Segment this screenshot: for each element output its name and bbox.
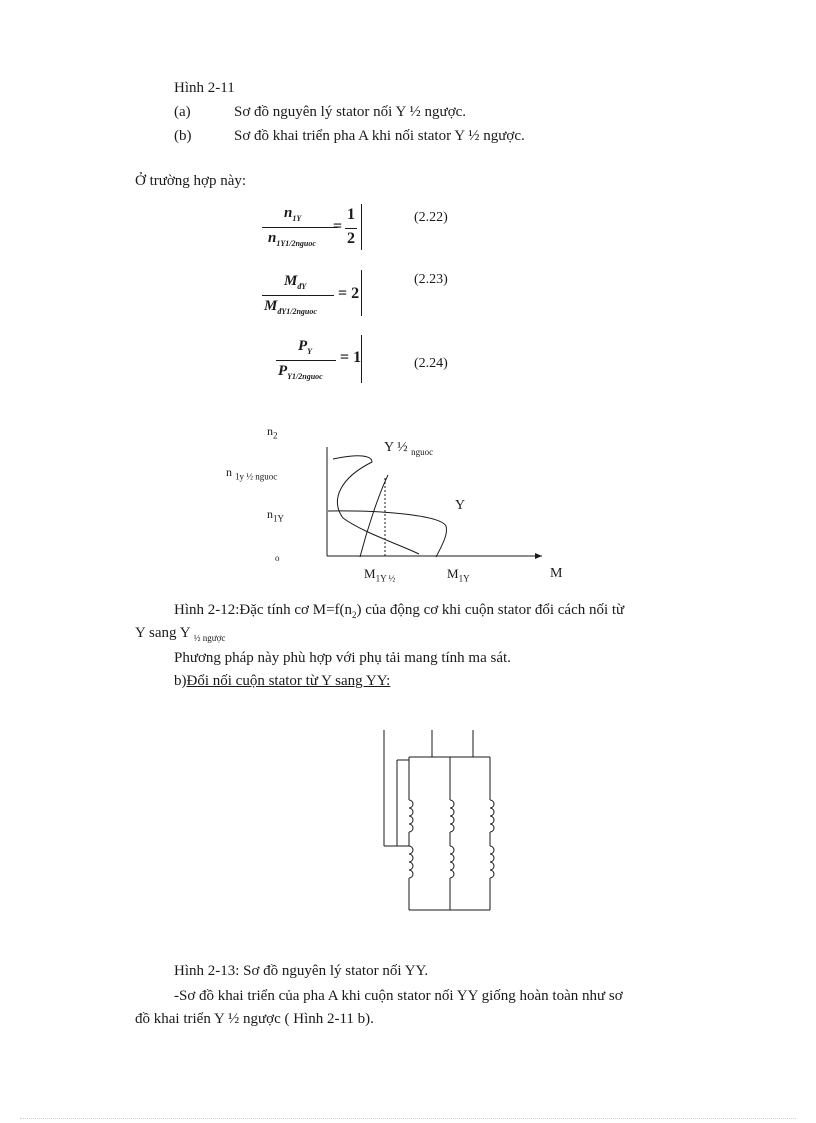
m1y-half-label: $M_{1Y \frac{1}{2}}$ [364, 566, 396, 584]
page-footer-divider [20, 1118, 796, 1119]
eq24-denominator: $P_{Y1/2nguoc}$ [278, 363, 323, 381]
winding-coil [450, 800, 454, 832]
winding-coil [409, 846, 413, 878]
figure-caption-2-12: Hình 2-12:Đặc tính cơ $M=f(n_2)$ của động cơ khi cuộn stator đổi cách nối từ [174, 602, 625, 620]
eq23-numerator: $M_{đY}$ [284, 273, 307, 291]
caption-item-b-text: Sơ đồ khai triển pha A khi nối stator Y ½ ngược. [234, 128, 525, 144]
eq22-denominator: $n_{1Y1/2nguoc}$ [268, 230, 316, 248]
m1y-label: $M_{1Y}$ [447, 566, 470, 584]
winding-coil [409, 800, 413, 832]
intro-text: Ở trường hợp này: [135, 173, 247, 189]
figure-caption-2-13: Hình 2-13: Sơ đồ nguyên lý stator nối YY. [174, 963, 429, 979]
figure-caption-2-11: Hình 2-11 [174, 80, 235, 96]
eq22-rhs-top: 1 [347, 206, 355, 223]
y-axis-label: $n_2$ [267, 424, 278, 441]
eq23-denominator: $M_{đY1/2nguoc}$ [264, 298, 317, 316]
section-b-heading: b)Đổi nối cuộn stator từ Y sang YY: [174, 673, 391, 689]
curve-y-label: Y [455, 498, 466, 513]
eq22-label: (2.22) [414, 210, 448, 225]
winding-coil [490, 800, 494, 832]
eq24-label: (2.24) [414, 356, 448, 371]
eq24-rhs: = 1 [340, 349, 362, 366]
paragraph-final-line-2: đồ khai triển Y ½ ngược ( Hình 2-11 b). [135, 1011, 374, 1027]
eq22-rhs-bottom: 2 [347, 230, 355, 247]
winding-coil [450, 846, 454, 878]
n1y-label: $n_{1Y}$ [267, 507, 284, 524]
caption-item-a-mark: (a) [174, 104, 191, 120]
caption-item-a-text: Sơ đồ nguyên lý stator nối Y ½ ngược. [234, 104, 467, 120]
origin-label: o [275, 553, 280, 563]
eq23-rhs: = 2 [338, 285, 360, 302]
winding-coil [490, 846, 494, 878]
caption-item-b-mark: (b) [174, 128, 192, 144]
paragraph-final-line-1: -Sơ đồ khai triển của pha A khi cuộn stator nối YY giống hoàn toàn như sơ [174, 988, 623, 1004]
n1y-half-label: n $_{1y \frac{1}{2} nguoc}$ [226, 465, 278, 482]
paragraph-friction: Phương pháp này phù hợp với phụ tải mang tính ma sát. [174, 650, 511, 666]
curve-y-half-label: Y ½ $_{nguoc}$ [384, 440, 434, 457]
eq22-numerator: $n_{1Y}$ [284, 205, 302, 223]
figure-caption-2-12-cont: Y sang Y $_{\frac{1}{2} ngược}$ [135, 625, 226, 643]
eq24-numerator: $P_Y$ [298, 338, 313, 356]
x-axis-label: M [550, 566, 563, 581]
eq23-label: (2.23) [414, 272, 448, 287]
